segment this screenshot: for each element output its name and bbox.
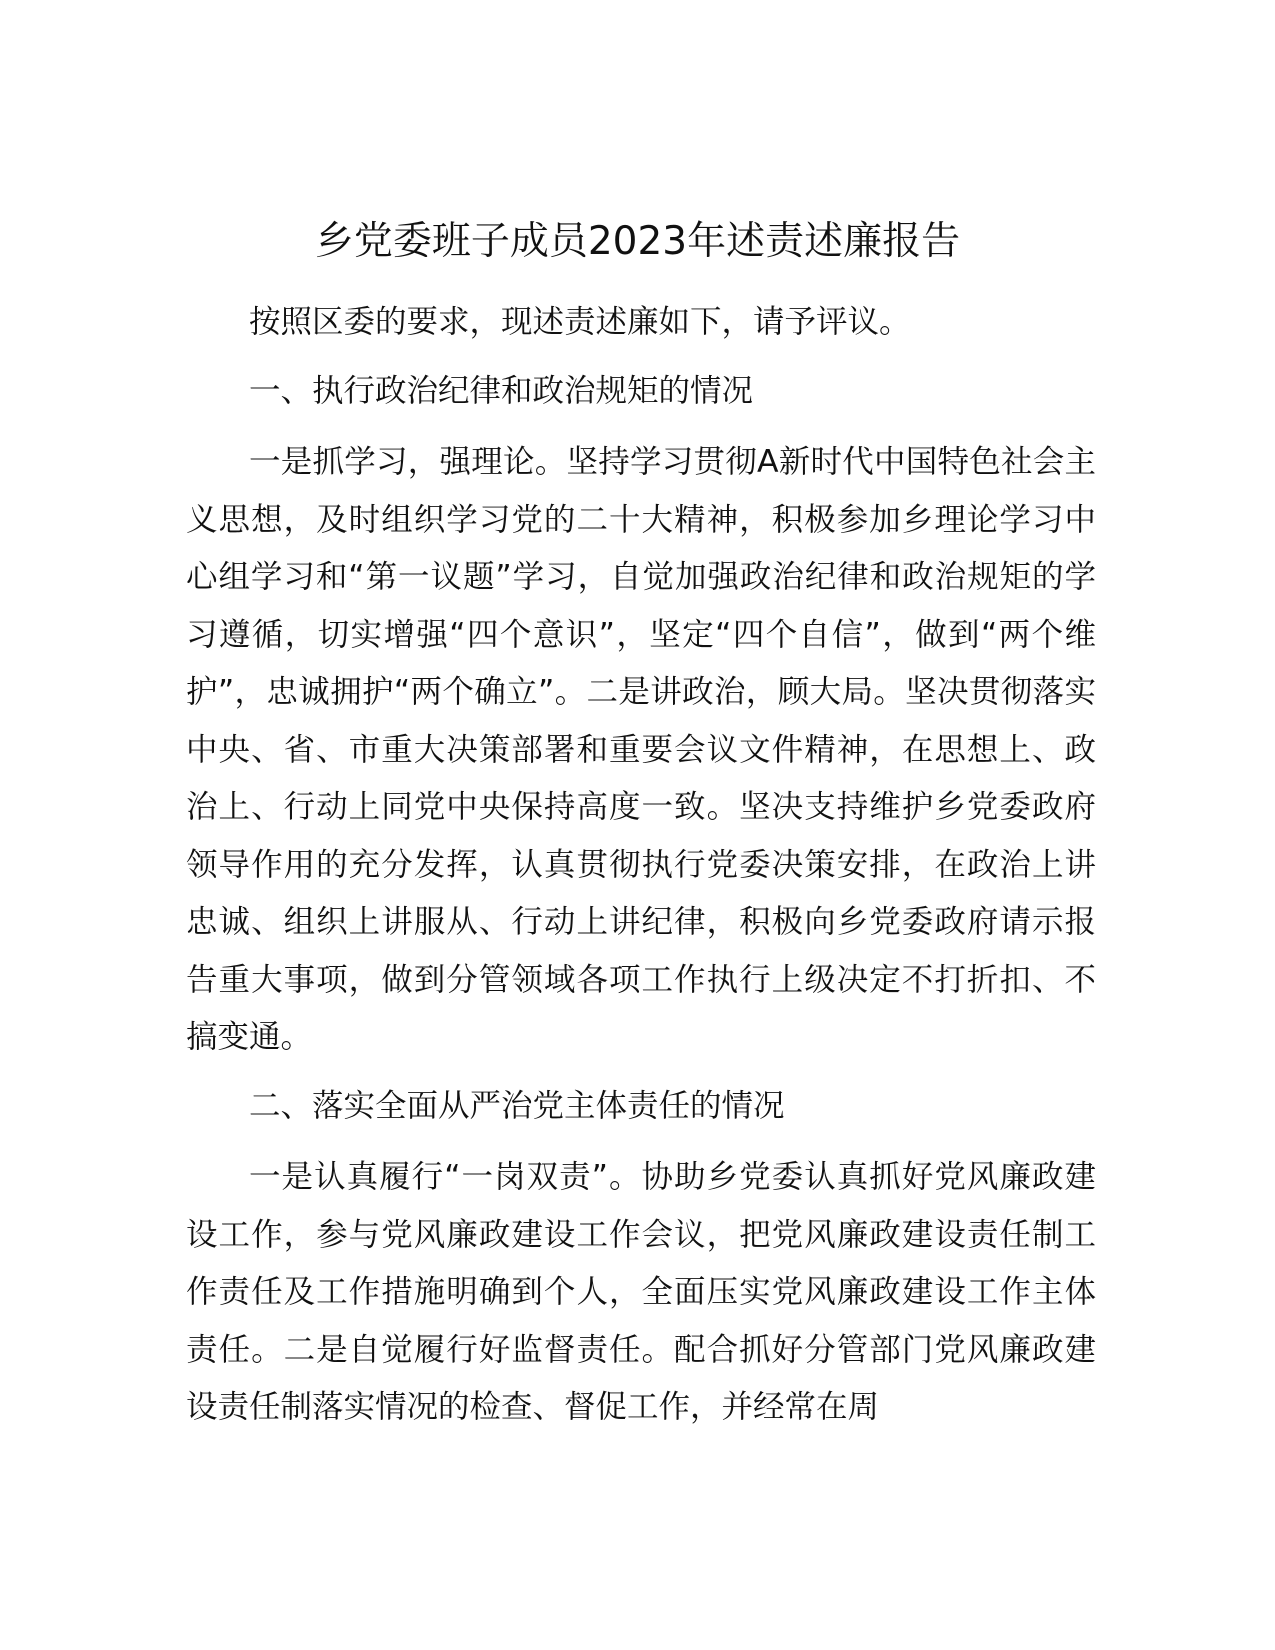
section-1-paragraph: 一是抓学习，强理论。坚持学习贯彻A新时代中国特色社会主义思想，及时组织学习党的二十大精神，积极参加乡理论学习中心组学习和“第一议题”学习，自觉加强政治纪律和政治规矩的学习遵循，切实增强“四个意识”，坚定“四个自信”，做到“两个维护”，忠诚拥护“两个确立”。二是讲政治，顾大局。坚决贯彻落实中央、省、市重大决策部署和重要会议文件精神，在思想上、政治上、行动上同党中央保持高度一致。坚决支持维护乡党委政府领导作用的充分发挥，认真贯彻执行党委决策安排，在政治上讲忠诚、组织上讲服从、行动上讲纪律，积极向乡党委政府请示报告重大事项，做到分管领域各项工作执行上级决定不打折扣、不搞变通。 <box>186 444 1096 1055</box>
section-heading-1: 一、执行政治纪律和政治规矩的情况 <box>249 372 754 409</box>
section-heading-2: 二、落实全面从严治党主体责任的情况 <box>249 1087 785 1124</box>
intro-paragraph: 按照区委的要求，现述责述廉如下，请予评议。 <box>249 304 911 340</box>
document-title: 乡党委班子成员2023年述责述廉报告 <box>314 219 961 264</box>
document-body <box>186 294 1096 1437</box>
section-2-paragraph: 一是认真履行“一岗双责”。协助乡党委认真抓好党风廉政建设工作，参与党风廉政建设工作会议，把党风廉政建设责任制工作责任及工作措施明确到个人，全面压实党风廉政建设工作主体责任。二是自觉履行好监督责任。配合抓好分管部门党风廉政建设责任制落实情况的检查、督促工作，并经常在周 <box>186 1159 1096 1425</box>
